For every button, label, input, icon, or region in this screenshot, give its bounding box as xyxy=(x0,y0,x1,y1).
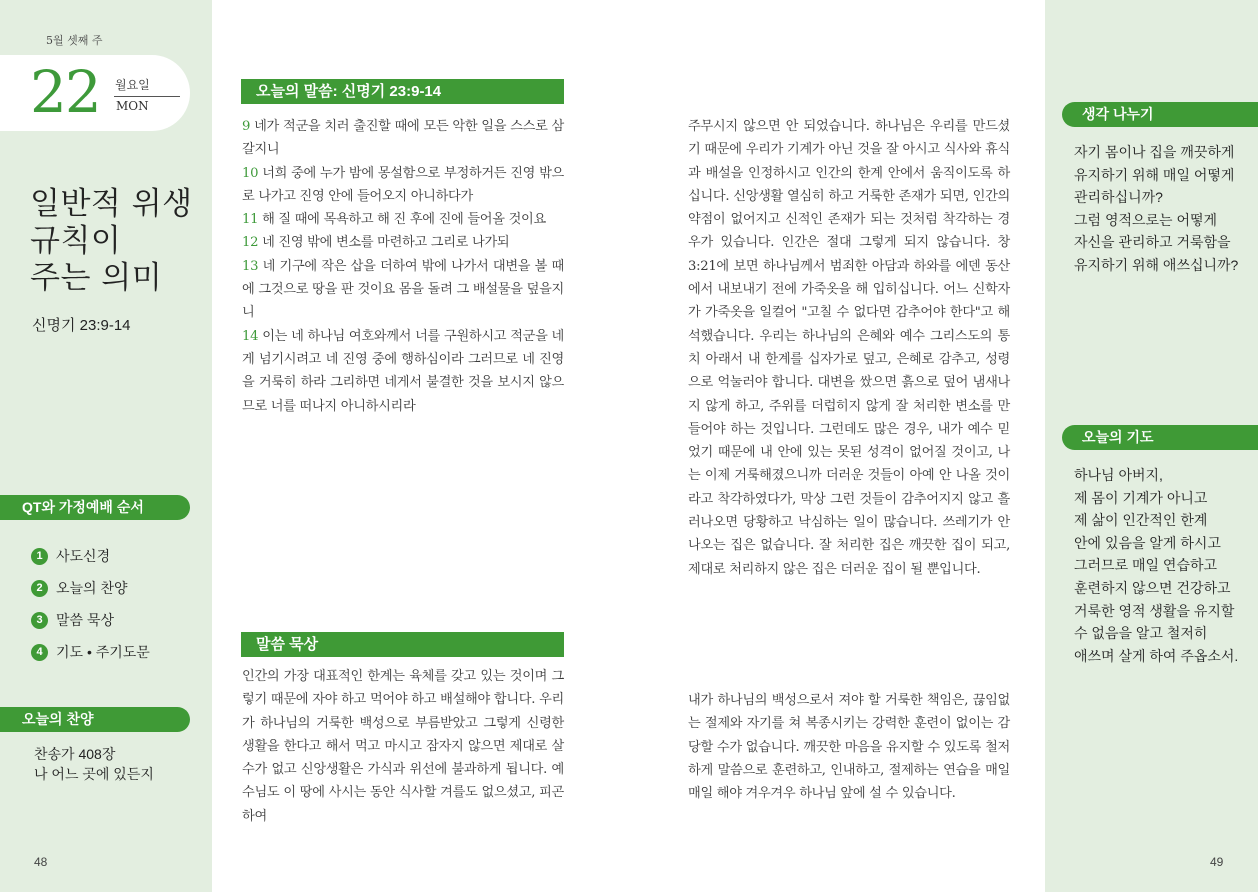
hymn-header: 오늘의 찬양 xyxy=(0,707,190,732)
prayer-line: 제 삶이 인간적인 한계 xyxy=(1074,512,1208,529)
verse-text: 이는 네 하나님 여호와께서 너를 구원하시고 적군을 네게 넘기시려고 네 진영 중에 행하심이라 그러므로 네 진영을 거룩히 하라 그리하면 네게서 불결한 것을 보시지 않으므로 너를 떠나지 아니하시리라 xyxy=(242,328,564,414)
order-header: QT와 가정예배 순서 xyxy=(0,495,190,520)
list-item-label: 오늘의 찬양 xyxy=(56,580,128,596)
scripture-header: 오늘의 말씀: 신명기 23:9-14 xyxy=(241,79,564,104)
prayer-line: 애쓰며 살게 하여 주옵소서. xyxy=(1074,647,1239,664)
number-badge: 2 xyxy=(31,580,48,597)
verse-number: 12 xyxy=(242,235,259,251)
title-line: 주는 의미 xyxy=(30,260,163,296)
verse-number: 11 xyxy=(242,212,259,228)
order-list xyxy=(31,540,150,668)
prayer-line: 거룩한 영적 생활을 유지할 xyxy=(1074,602,1235,619)
week-label: 5월 셋째 주 xyxy=(46,34,103,47)
meditation-paragraph-1: 인간의 가장 대표적인 한계는 육체를 갖고 있는 것이며 그렇기 때문에 자야 하고 먹어야 하고 배설해야 합니다. 우리가 하나님의 거룩한 백성으로 부름받았고 그렇게 신령한 생활을 한다고 해서 먹고 마시고 잠자지 않으면 제대로 살 수가 없고 신앙생활은 가식과 위선에 불과하게 됩니다. 예수님도 이 땅에 사시는 동안 식사할 겨를도 없으셨고, 피곤하여 xyxy=(242,669,564,824)
verse-text: 너희 중에 누가 밤에 몽설함으로 부정하거든 진영 밖으로 나가고 진영 안에 들어오지 아니하다가 xyxy=(242,165,564,204)
verse-text: 네가 적군을 치러 출진할 때에 모든 악한 일을 스스로 삼갈지니 xyxy=(242,119,564,158)
question-line: 그럼 영적으로는 어떻게 xyxy=(1074,211,1218,228)
list-item xyxy=(31,636,150,668)
thinking-header: 생각 나누기 xyxy=(1062,102,1258,127)
list-item-label: 말씀 묵상 xyxy=(56,612,114,628)
prayer-text xyxy=(1074,464,1238,667)
prayer-line: 안에 있음을 알게 하시고 xyxy=(1074,534,1221,551)
hymn-title: 나 어느 곳에 있든지 xyxy=(34,766,154,782)
weekday-english: MON xyxy=(116,99,149,113)
title-line: 일반적 위생 xyxy=(30,186,193,222)
verse-text: 해 질 때에 목욕하고 해 진 후에 진에 들어올 것이요 xyxy=(258,212,546,228)
scripture-text xyxy=(242,115,564,418)
prayer-line: 수 없음을 알고 철저히 xyxy=(1074,625,1208,642)
list-item-label: 기도 • 주기도문 xyxy=(56,644,150,660)
list-item xyxy=(31,572,150,604)
meditation-header: 말씀 묵상 xyxy=(241,632,564,657)
prayer-line: 그러므로 매일 연습하고 xyxy=(1074,557,1218,574)
question-line: 자기 몸이나 집을 깨끗하게 xyxy=(1074,144,1235,160)
meditation-paragraph-2: 주무시지 않으면 안 되었습니다. 하나님은 우리를 만드셨기 때문에 우리가 기계가 아닌 것을 잘 아시고 식사와 휴식과 배설을 인정하시고 인간의 한계 안에서 움직이도록 하십니다. 신앙생활 열심히 하고 거룩한 존재가 되면, 인간의 약점이 없어지고 신적인 존재가 되는 것처럼 착각하는 경우가 있습니다. 인간은 절대 그렇게 되지 않습니다. 창3:21에 보면 하나님께서 범죄한 아담과 하와를 에덴 동산에서 내보내기 전에 가죽옷을 해 입히십니다. 어느 신학자가 가죽옷을 일컬어 "고칠 수 없다면 감추어야 한다"고 해석했습니다. 우리는 하나님의 은혜와 예수 그리스도의 통치 아래서 내 한계를 십자가로 덮고, 은혜로 감추고, 성령으로 억눌러야 합니다. 대변을 쌌으면 흙으로 덮어 냄새나지 않게 하고, 주위를 더럽히지 않게 잘 처리한 변소를 만들어야 하는 것입니다. 그런데도 많은 경우, 내가 예수 믿었기 때문에 내 안에 있는 못된 성격이 없어질 것이고, 나는 이제 거룩해졌으니까 더러운 것들이 아예 안 나올 것이라고 착각하였다가, 막상 그런 것들이 감추어지지 않고 흘러나오면 당황하고 낙심하는 일이 많습니다. 쓰레기가 안 나오는 집은 없습니다. 잘 처리한 집은 깨끗한 집이 되고, 제대로 처리하지 않은 집은 더러운 집이 될 뿐입니다. xyxy=(688,119,1010,577)
verse-number: 9 xyxy=(242,119,251,134)
page-title xyxy=(30,186,193,297)
page-number-right: 49 xyxy=(1210,855,1224,869)
verse-text: 네 기구에 작은 삽을 더하여 밖에 나가서 대변을 볼 때에 그것으로 땅을 판 것이요 몸을 돌려 그 배설물을 덮을지니 xyxy=(242,258,564,321)
page-number-left: 48 xyxy=(34,855,48,869)
hymn-info xyxy=(34,744,154,784)
scripture-reference: 신명기 23:9-14 xyxy=(32,317,131,334)
list-item xyxy=(31,540,150,572)
day-number: 22 xyxy=(30,58,100,126)
thinking-questions xyxy=(1074,141,1238,277)
hymn-number: 찬송가 408장 xyxy=(34,746,116,762)
verse-text: 네 진영 밖에 변소를 마련하고 그리로 나가되 xyxy=(258,235,510,251)
title-line: 규칙이 xyxy=(30,223,122,259)
prayer-line: 하나님 아버지, xyxy=(1074,467,1163,483)
verse-number: 10 xyxy=(242,165,259,181)
prayer-line: 훈련하지 않으면 건강하고 xyxy=(1074,579,1231,596)
question-line: 자신을 관리하고 거룩함을 xyxy=(1074,234,1231,251)
number-badge: 1 xyxy=(31,548,48,565)
meditation-paragraph-3: 내가 하나님의 백성으로서 져야 할 거룩한 책임은, 끊임없는 절제와 자기를 쳐 복종시키는 강력한 훈련이 없이는 감당할 수가 없습니다. 깨끗한 마음을 유지할 수 있도록 철저하게 말씀으로 훈련하고, 인내하고, 절제하는 연습을 매일매일 해야 겨우겨우 하나님 앞에 설 수 있습니다. xyxy=(688,693,1010,802)
number-badge: 3 xyxy=(31,612,48,629)
list-item-label: 사도신경 xyxy=(56,548,111,564)
number-badge: 4 xyxy=(31,644,48,661)
verse-number: 14 xyxy=(242,328,259,344)
question-line: 유지하기 위해 매일 어떻게 xyxy=(1074,166,1235,183)
list-item xyxy=(31,604,150,636)
prayer-header: 오늘의 기도 xyxy=(1062,425,1258,450)
date-divider xyxy=(114,96,180,97)
verse-number: 13 xyxy=(242,258,259,274)
question-line: 관리하십니까? xyxy=(1074,189,1163,206)
question-line: 유지하기 위해 애쓰십니까? xyxy=(1074,256,1239,273)
prayer-line: 제 몸이 기계가 아니고 xyxy=(1074,489,1208,506)
weekday-korean: 월요일 xyxy=(115,78,150,92)
